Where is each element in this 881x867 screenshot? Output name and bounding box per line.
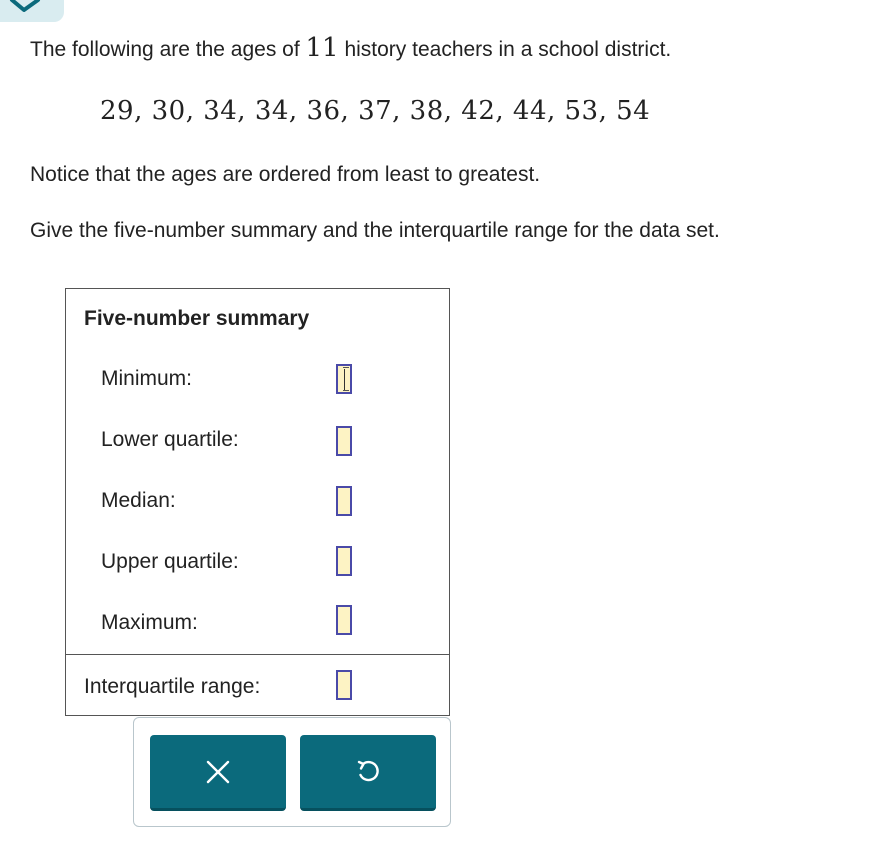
median-label: Median: [101,489,176,512]
minimum-input[interactable] [336,364,352,394]
lower-quartile-label: Lower quartile: [101,428,239,451]
close-icon [205,759,231,785]
intro-text-after: history teachers in a school district. [338,38,672,61]
collapse-tab[interactable] [0,0,64,22]
intro-text-before: The following are the ages of [30,38,306,61]
maximum-input[interactable] [336,605,352,635]
instruction-text: Give the five-number summary and the interquartile range for the data set. [30,219,720,242]
upper-quartile-label: Upper quartile: [101,550,239,573]
clear-button[interactable] [150,735,286,811]
chevron-down-icon [6,0,46,18]
table-header: Five-number summary [84,307,310,330]
teacher-count: 11 [305,33,339,63]
answer-table [65,288,450,716]
upper-quartile-input[interactable] [336,546,352,576]
data-values: 29, 30, 34, 34, 36, 37, 38, 42, 44, 53, 54 [100,96,651,126]
undo-button[interactable] [300,735,436,811]
table-divider [66,654,449,655]
action-panel [133,717,451,827]
lower-quartile-input[interactable] [336,426,352,456]
question-intro [30,30,671,68]
iqr-label: Interquartile range: [84,675,261,698]
maximum-label: Maximum: [101,611,198,634]
minimum-label: Minimum: [101,367,193,390]
iqr-input[interactable] [336,670,352,700]
notice-text: Notice that the ages are ordered from least to greatest. [30,163,541,186]
undo-icon [355,759,381,785]
text-cursor [344,369,345,391]
median-input[interactable] [336,486,352,516]
